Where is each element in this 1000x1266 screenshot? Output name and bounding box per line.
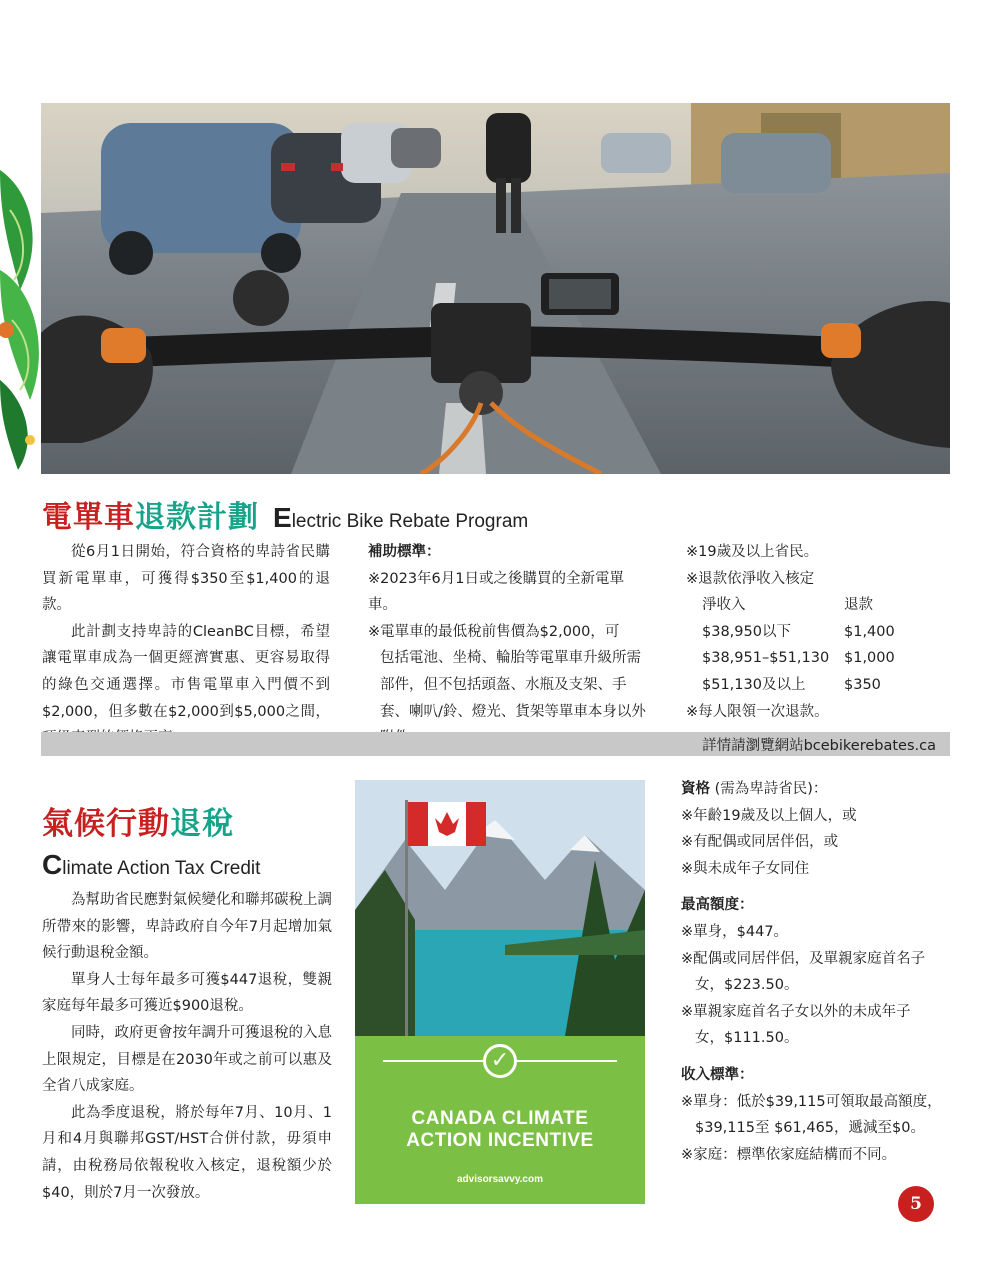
ebike-paragraph: 此計劃支持卑詩的CleanBC目標，希望讓電單車成為一個更經濟實惠、更容易取得的綠色交通選擇。市售電單車入門價不到$2,000，但多數在$2,000到$5,000之間， — [42, 623, 330, 720]
rebate-amount: $350 — [844, 676, 881, 693]
climate-title-english-rest: limate Action Tax Credit — [62, 858, 261, 879]
ebike-body — [42, 539, 330, 752]
ebike-title-red: 電單車 — [42, 500, 135, 535]
ebike-section-title — [42, 492, 529, 535]
website-note: 詳情請瀏覽網站bcebikerebates.ca — [702, 738, 936, 754]
eligibility-heading — [681, 776, 951, 803]
climate-body — [42, 887, 332, 1206]
rebate-table-header — [686, 592, 946, 619]
income-criteria-item: ※家庭：標準依家庭結構而不同。 — [681, 1146, 897, 1163]
criteria-item-continued: 包括電池、坐椅、輪胎等電單車升級所需部件，但不包括頭盔、水瓶及支架、手套、喇叭/鈴、燈光、貨架等單車本身以外 — [380, 650, 646, 720]
eligibility-item: ※年齡19歲及以上個人，或 — [681, 807, 857, 824]
criteria-heading: 補助標準： — [368, 544, 441, 560]
climate-section-title — [42, 798, 260, 881]
criteria-item: ※2023年6月1日或之後購買的全新電單車。 — [368, 570, 625, 614]
climate-incentive-poster — [355, 780, 645, 1204]
climate-title-red: 氣候行動 — [42, 806, 170, 842]
ebike-title-initial: E — [273, 502, 292, 533]
website-note-bar — [41, 732, 950, 756]
limit-note: ※每人限領一次退款。 — [686, 703, 829, 720]
max-amount-item: ※單身，$447。 — [681, 923, 789, 940]
ebike-title-english-rest: lectric Bike Rebate Program — [291, 511, 529, 532]
eligibility-item: ※19歲及以上省民。 — [686, 544, 819, 560]
climate-title-initial: C — [42, 849, 63, 880]
rebate-income: $38,950以下 — [702, 623, 791, 640]
poster-title-line: CANADA CLIMATE — [411, 1108, 589, 1129]
ebike-title-green: 退款計劃 — [135, 500, 259, 535]
poster-website: advisorsavvy.com — [457, 1174, 543, 1185]
eligibility-item: ※有配偶或同居伴侶，或 — [681, 834, 839, 851]
rebate-table-header-rebate: 退款 — [844, 597, 873, 614]
ebike-eligibility — [686, 539, 946, 725]
rebate-income: $51,130及以上 — [702, 676, 806, 693]
rebate-amount: $1,400 — [844, 623, 895, 640]
page-number: 5 — [898, 1186, 934, 1222]
lake-mountain-photo — [355, 780, 645, 1036]
rebate-table-row — [686, 619, 946, 646]
rebate-table-row — [686, 672, 946, 699]
ebike-criteria — [368, 539, 650, 752]
rebate-income: $38,951–$51,130 — [702, 650, 830, 667]
climate-title-english — [42, 849, 260, 881]
max-amount-item: ※單親家庭首名子女以外的未成年子 — [681, 1003, 911, 1020]
income-criteria-heading: 收入標準： — [681, 1066, 754, 1083]
poster-title-line: ACTION INCENTIVE — [406, 1130, 594, 1151]
check-icon: ✓ — [483, 1044, 517, 1078]
climate-title-green: 退稅 — [170, 806, 234, 842]
bike-handlebar-photo — [41, 103, 950, 474]
max-amount-item-continued: 女，$223.50。 — [695, 977, 799, 994]
climate-eligibility — [681, 776, 951, 1168]
eligibility-item: ※退款依淨收入核定 — [686, 570, 815, 587]
ebike-paragraph: 從6月1日開始，符合資格的卑詩省民購買新電單車，可獲得$350至$1,400的退款。 — [42, 544, 330, 614]
income-criteria-item: ※單身：低於$39,115可領取最高額度， — [681, 1093, 942, 1110]
climate-paragraph: 此為季度退稅，將於每年7月、10月、1月和4月與聯邦GST/HST合併付款，毋須申請，由稅務局依報稅收入核定，退稅額少於$40，則於7月一次發放。 — [42, 1104, 332, 1201]
max-amount-item: ※配偶或同居伴侶，及單親家庭首名子 — [681, 950, 926, 967]
rebate-table-row — [686, 645, 946, 672]
ebike-title-english — [273, 502, 528, 534]
max-amount-item-continued: 女，$111.50。 — [695, 1030, 799, 1047]
criteria-item: ※電單車的最低稅前售價為$2,000，可 — [368, 623, 620, 640]
income-criteria-item-continued: $39,115至 $61,465，遞減至$0。 — [695, 1120, 925, 1137]
rebate-table-header-income: 淨收入 — [702, 597, 746, 614]
climate-paragraph: 為幫助省民應對氣候變化和聯邦碳稅上調所帶來的影響，卑詩政府自今年7月起增加氣候行動退稅金額。 — [42, 892, 332, 962]
eligibility-heading-note: (需為卑詩省民)： — [710, 781, 828, 797]
climate-paragraph: 單身人士每年最多可獲$447退稅，雙親家庭每年最多可獲近$900退稅。 — [42, 971, 332, 1015]
eligibility-item: ※與未成年子女同住 — [681, 860, 810, 877]
poster-title — [355, 1108, 645, 1152]
eligibility-heading-text: 資格 — [681, 781, 710, 797]
climate-paragraph: 同時，政府更會按年調升可獲退稅的入息上限規定，目標是在2030年或之前可以惠及全省八成家庭。 — [42, 1024, 332, 1095]
rebate-amount: $1,000 — [844, 650, 895, 667]
max-amount-heading: 最高額度： — [681, 897, 754, 914]
